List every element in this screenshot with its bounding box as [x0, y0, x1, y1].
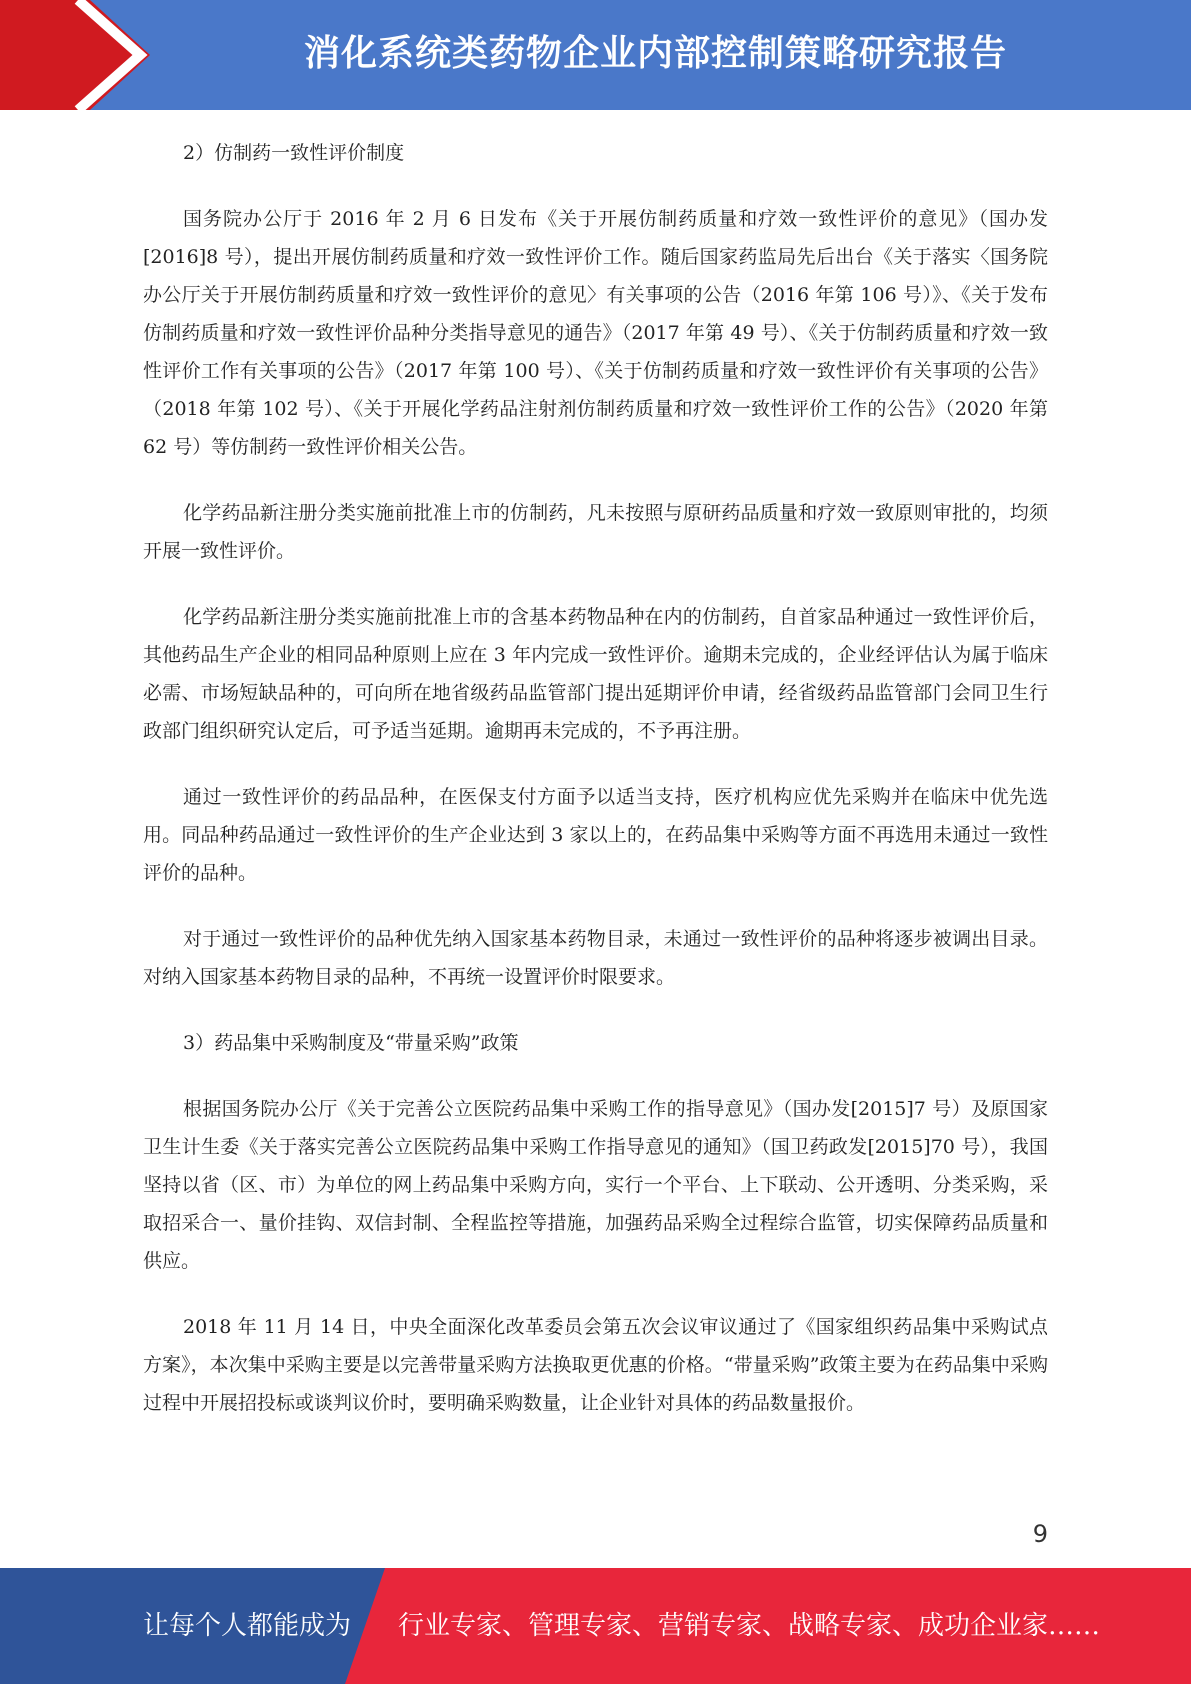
- report-title: 消化系统类药物企业内部控制策略研究报告: [303, 33, 1007, 74]
- document-body: [143, 134, 1048, 1422]
- paragraph: 通过一致性评价的药品品种，在医保支付方面予以适当支持，医疗机构应优先采购并在临床中优先选用。同品种药品通过一致性评价的生产企业达到 3 家以上的，在药品集中采购等方面不再选用未通过一致性评价的品种。: [143, 786, 1048, 884]
- paragraph: 根据国务院办公厅《关于完善公立医院药品集中采购工作的指导意见》（国办发[2015]7 号）及原国家卫生计生委《关于落实完善公立医院药品集中采购工作指导意见的通知》（国卫药政发[2015]70 号），我国坚持以省（区、市）为单位的网上药品集中采购方向，实行一个平台、上下联动、公开透明、分类采购，采取招采合一、量价挂钩、双信封制、全程监控等措施，加强药品采购全过程综合监管，切实保障药品质量和供应。: [143, 1098, 1048, 1272]
- paragraph: 对于通过一致性评价的品种优先纳入国家基本药物目录，未通过一致性评价的品种将逐步被调出目录。对纳入国家基本药物目录的品种，不再统一设置评价时限要求。: [143, 928, 1048, 988]
- footer-slogan-right: 行业专家、管理专家、营销专家、战略专家、成功企业家……: [398, 1611, 1101, 1641]
- header-arrow-decoration: [0, 0, 180, 110]
- paragraph: 化学药品新注册分类实施前批准上市的仿制药，凡未按照与原研药品质量和疗效一致原则审批的，均须开展一致性评价。: [143, 502, 1048, 562]
- section-heading: 3）药品集中采购制度及“带量采购”政策: [183, 1032, 519, 1054]
- paragraph: 2018 年 11 月 14 日，中央全面深化改革委员会第五次会议审议通过了《国家组织药品集中采购试点方案》，本次集中采购主要是以完善带量采购方法换取更优惠的价格。“带量采购”政策主要为在药品集中采购过程中开展招投标或谈判议价时，要明确采购数量，让企业针对具体的药品数量报价。: [143, 1316, 1048, 1414]
- footer-slogan-left: 让每个人都能成为: [143, 1611, 352, 1641]
- paragraph: 化学药品新注册分类实施前批准上市的含基本药物品种在内的仿制药，自首家品种通过一致性评价后，其他药品生产企业的相同品种原则上应在 3 年内完成一致性评价。逾期未完成的，企业经评估认为属于临床必需、市场短缺品种的，可向所在地省级药品监管部门提出延期评价申请，经省级药品监管部门会同卫生行政部门组织研究认定后，可予适当延期。逾期再未完成的，不予再注册。: [143, 606, 1048, 742]
- paragraph: 国务院办公厅于 2016 年 2 月 6 日发布《关于开展仿制药质量和疗效一致性评价的意见》（国办发[2016]8 号），提出开展仿制药质量和疗效一致性评价工作。随后国家药监局先后出台《关于落实〈国务院办公厅关于开展仿制药质量和疗效一致性评价的意见〉有关事项的公告（2016 年第 106 号）》、《关于发布仿制药质量和疗效一致性评价品种分类指导意见的通告》（2017 年第 49 号）、《关于仿制药质量和疗效一致性评价工作有关事项的公告》（2017 年第 100 号）、《关于仿制药质量和疗效一致性评价有关事项的公告》（2018 年第 102 号）、《关于开展化学药品注射剂仿制药质量和疗效一致性评价工作的公告》（2020 年第 62 号）等仿制药一致性评价相关公告。: [143, 208, 1048, 458]
- page-header: [0, 0, 1191, 110]
- page-number: 9: [1032, 1520, 1048, 1548]
- section-heading: 2）仿制药一致性评价制度: [183, 142, 405, 164]
- page-footer: [0, 1568, 1191, 1684]
